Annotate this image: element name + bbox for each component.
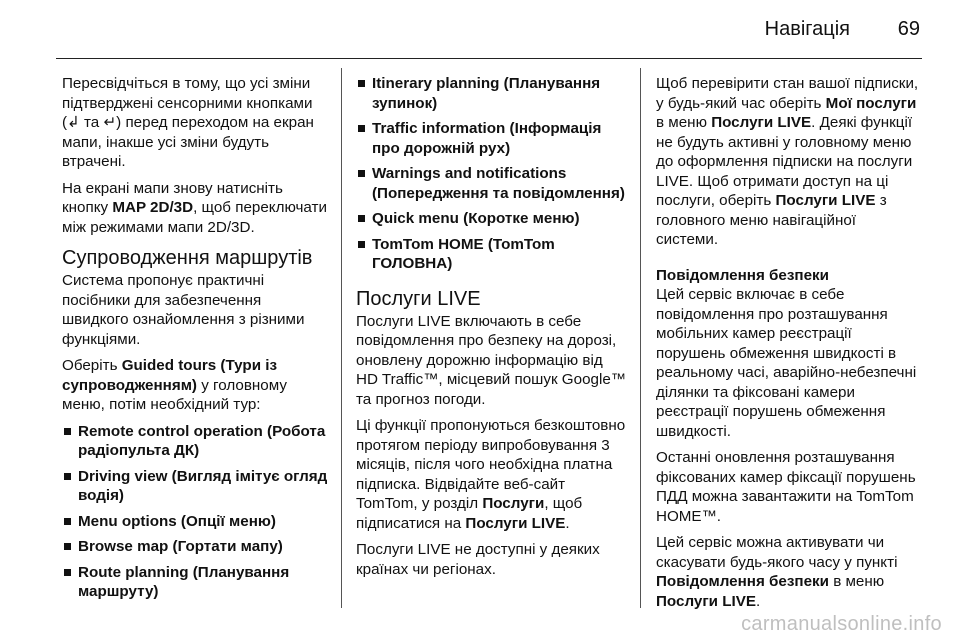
- text: Щоб перевірити стан вашої підписки, у будь-який час оберіть: [656, 75, 919, 112]
- safety-alerts-term: Повідомлення безпеки: [656, 573, 829, 590]
- text: , щоб переключати між режимами мапи 2D/3D.: [62, 199, 327, 236]
- list-item: Traffic information (Інформація про дорожній рух): [356, 119, 626, 158]
- watermark: carmanualsonline.info: [741, 613, 942, 635]
- list-item: Quick menu (Коротке меню): [356, 209, 626, 229]
- paragraph: Система пропонує практичні посібники для забезпечення швидкого ознайомлення з різними функціями.: [62, 272, 305, 348]
- section-title: Навігація: [764, 18, 850, 40]
- page-number: 69: [897, 18, 920, 40]
- live-services-term: Послуги LIVE: [465, 514, 566, 532]
- text: в меню: [656, 114, 712, 131]
- paragraph: Пересвідчіться в тому, що усі зміни підтверджені сенсорними кнопками (↲ та ↵) перед переходом на екран мапи, інакше усі зміни будуть втрачені.: [62, 75, 314, 170]
- text: Цей сервіс можна активувати чи скасувати будь-якого часу у пункті: [656, 534, 898, 571]
- list-item: Browse map (Гортати мапу): [62, 537, 328, 557]
- text: в меню: [828, 573, 885, 590]
- text: .: [565, 514, 570, 532]
- tour-list: [62, 422, 328, 602]
- live-services-term: Послуги LIVE: [711, 114, 812, 131]
- text: Ці функції пропонуються безкоштовно протягом періоду випробовування 3 місяців, після чого необхідна платна підписка. Відвідайте веб-сайт TomTom, у розділ: [356, 417, 626, 512]
- tour-list-continued: [356, 74, 626, 274]
- heading-safety-alerts: Повідомлення безпеки: [656, 266, 829, 284]
- column-divider: [341, 68, 342, 608]
- list-item: Remote control operation (Робота радіопульта ДК): [62, 422, 328, 461]
- heading-guidance: Супроводження маршрутів: [62, 247, 313, 269]
- paragraph: Послуги LIVE не доступні у деяких країнах чи регіонах.: [356, 541, 600, 578]
- list-item: Driving view (Вигляд імітує огляд водія): [62, 467, 328, 506]
- text: у головному меню, потім необхідний тур:: [62, 376, 287, 413]
- paragraph: [356, 416, 626, 533]
- column-left: [62, 74, 328, 608]
- list-item: TomTom HOME (TomTom ГОЛОВНА): [356, 235, 626, 274]
- column-divider: [640, 68, 641, 608]
- map-2d3d-key: MAP 2D/3D: [112, 199, 194, 216]
- text: з головного меню навігаційної системи.: [656, 192, 887, 248]
- column-right: [656, 74, 922, 618]
- guided-tours-term: Guided tours (Тури із супроводженням): [62, 357, 278, 394]
- paragraph: Останні оновлення розташування фіксованих камер фіксації порушень ПДД можна завантажити на TomTom HOME™.: [656, 449, 916, 525]
- text: .: [755, 592, 761, 610]
- my-services-term: Мої послуги: [825, 94, 917, 112]
- paragraph: [656, 533, 922, 611]
- page-header: [56, 0, 922, 59]
- paragraph: Цей сервіс включає в себе повідомлення про розташування мобільних камер реєстрації порушень обмеження швидкості в реальному часі, аварійно-небезпечні ділянки та фіксовані камери реєстрації порушень обмеження швидкості.: [656, 286, 917, 440]
- text: На екрані мапи знову натисніть кнопку: [62, 179, 283, 216]
- live-services-term: Послуги LIVE: [656, 592, 756, 610]
- list-item: Warnings and notifications (Попередження та повідомлення): [356, 164, 626, 203]
- column-middle: [356, 74, 626, 586]
- list-item: Itinerary planning (Планування зупинок): [356, 74, 626, 113]
- list-item: Route planning (Планування маршруту): [62, 563, 328, 602]
- live-services-term: Послуги LIVE: [775, 192, 876, 209]
- services-term: Послуги: [482, 495, 545, 512]
- paragraph: [656, 74, 922, 250]
- paragraph: Послуги LIVE включають в себе повідомлення про безпеку на дорозі, оновлену дорожню інформацію від HD Traffic™, місцевий пошук Google™ та прогноз погоди.: [356, 312, 626, 408]
- text: , щоб підписатися на: [356, 495, 583, 532]
- heading-live-services: Послуги LIVE: [356, 287, 481, 310]
- paragraph: [62, 356, 328, 415]
- list-item: Menu options (Опції меню): [62, 512, 328, 532]
- paragraph: [62, 179, 328, 238]
- text: Оберіть: [62, 357, 122, 374]
- text: . Деякі функції не будуть активні у головному меню до оформлення підписки на послуги LIVE. Щоб отримати доступ на ці послуги, оберіть: [656, 114, 913, 209]
